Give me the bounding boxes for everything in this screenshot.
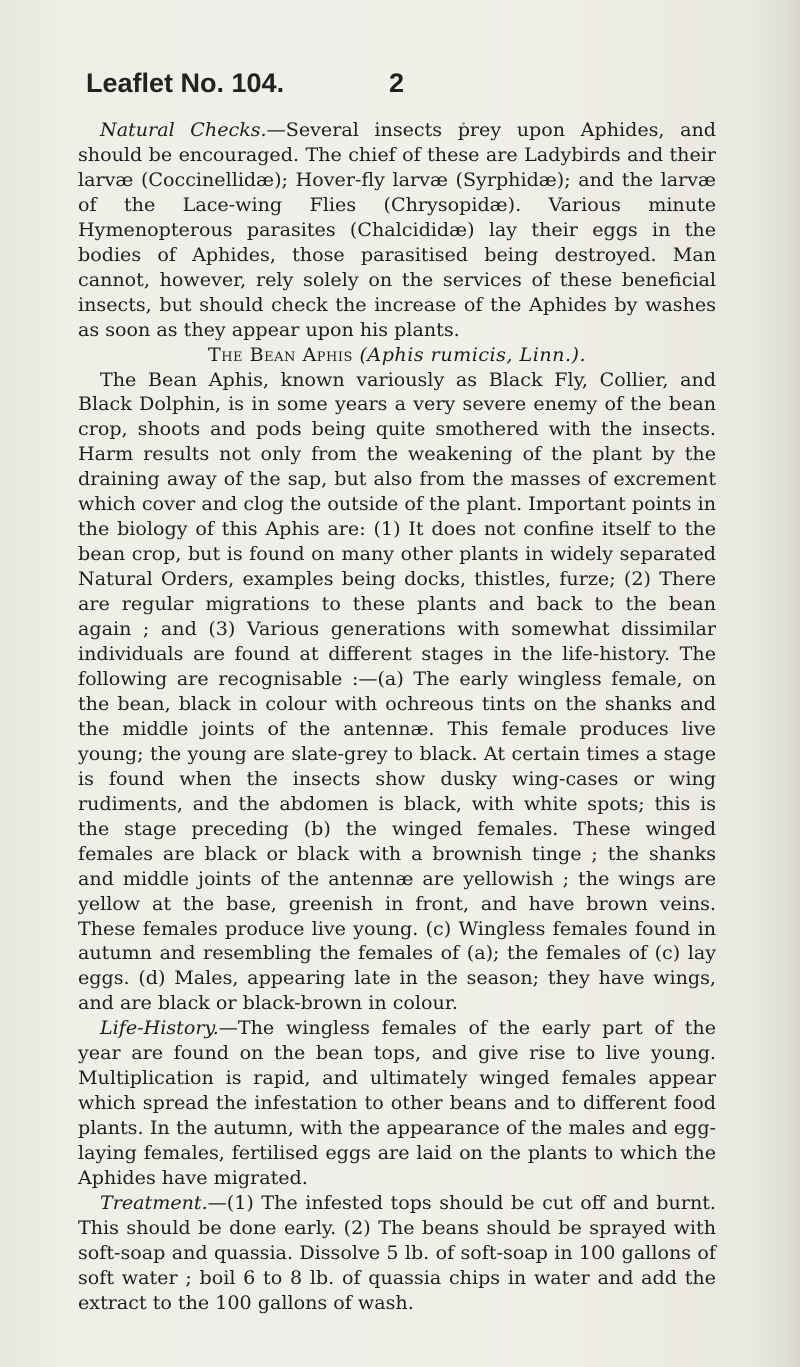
body-text [78, 118, 716, 1316]
natural-checks-paragraph [78, 118, 716, 343]
bean-aphis-title: The Bean Aphis [207, 342, 353, 366]
treatment-body: —(1) The infested tops should be cut off and burnt. This should be done early. (2) The beans should be sprayed with soft-soap and quassia. Dissolve 5 lb. of soft-soap in 100 gallons of soft water ; boil 6 to 8 lb. of quassia chips in water and add the extract to the 100 gallons of wash. [78, 1190, 716, 1314]
page-number: 2 [389, 68, 405, 98]
treatment-heading: Treatment. [100, 1190, 208, 1214]
bean-aphis-latin: (Aphis rumicis, Linn.). [359, 342, 587, 366]
life-history-body: —The wingless females of the early part of the year are found on the bean tops, and give rise to live young. Multiplication is rapid, and ultimately winged females appear which spread the infestation to other beans and to different food plants. In the autumn, with the appearance of the males and egg-laying females, fertilised eggs are laid on the plants to which the Aphides have migrated. [78, 1016, 716, 1190]
natural-checks-body: —Several insects prey upon Aphides, and should be encouraged. The chief of these are Ladybirds and their larvæ (Coccinellidæ); Hover-fly larvæ (Syrphidæ); and the larvæ of the Lace-wing Flies (Chrysopidæ). Various minute Hymenopterous parasites (Chalcididæ) lay their eggs in the bodies of Aphides, those parasitised being destroyed. Man cannot, however, rely solely on the services of these beneficial insects, but should check the increase of the Aphides by washes as soon as they appear upon his plants. [78, 118, 716, 341]
life-history-paragraph [78, 1016, 716, 1191]
bean-aphis-paragraph: The Bean Aphis, known variously as Black Fly, Collier, and Black Dolphin, is in some years a very severe enemy of the bean crop, shoots and pods being quite smothered with the insects. Harm results not only from the weakening of the plant by the draining away of the sap, but also from the masses of excrement which cover and clog the outside of the plant. Important points in the biology of this Aphis are: (1) It does not confine itself to the bean crop, but is found on many other plants in widely separated Natural Orders, examples being docks, thistles, furze; (2) There are regular migrations to these plants and back to the bean again ; and (3) Various generations with somewhat dissimilar individuals are found at different stages in the life-history. The following are recognisable :—(a) The early wingless female, on the bean, black in colour with ochreous tints on the shanks and the middle joints of the antennæ. This female produces live young; the young are slate-grey to black. At certain times a stage is found when the insects show dusky wing-cases or wing rudiments, and the abdomen is black, with white spots; this is the stage preceding (b) the winged females. These winged females are black or black with a brownish tinge ; the shanks and middle joints of the antennæ are yellowish ; the wings are yellow at the base, greenish in front, and have brown veins. These females produce live young. (c) Wingless females found in autumn and resembling the females of (a); the females of (c) lay eggs. (d) Males, appearing late in the season; they have wings, and are black or black-brown in colour. [78, 367, 716, 1015]
treatment-paragraph [78, 1191, 716, 1316]
page-header [86, 68, 405, 99]
natural-checks-heading: Natural Checks. [100, 118, 267, 141]
life-history-heading: Life-History. [100, 1016, 219, 1040]
leaflet-title: Leaflet No. 104. [86, 68, 285, 98]
bean-aphis-heading [78, 343, 716, 368]
